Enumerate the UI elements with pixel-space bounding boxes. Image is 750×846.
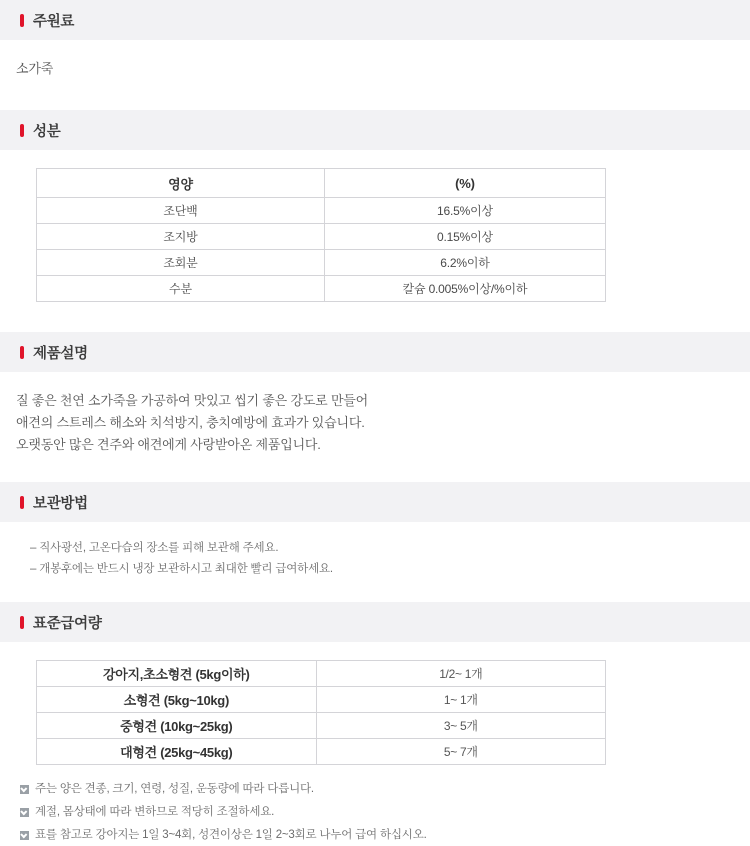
cell-dog-size: 강아지,초소형견 (5kg이하) <box>37 661 317 687</box>
note-item <box>20 825 750 846</box>
check-square-icon <box>20 808 29 817</box>
check-square-icon <box>20 785 29 794</box>
feeding-notes <box>0 765 750 846</box>
description-line: 질 좋은 천연 소가죽을 가공하여 맛있고 씹기 좋은 강도로 만들어 <box>16 393 369 408</box>
note-text: 주는 양은 견종, 크기, 연령, 성질, 운동량에 따라 다릅니다. <box>35 783 314 795</box>
description-line: 오랫동안 많은 견주와 애견에게 사랑받아온 제품입니다. <box>16 437 321 452</box>
section-title: 성분 <box>33 123 61 140</box>
spacer <box>0 456 750 482</box>
feeding-table-wrap <box>0 642 750 765</box>
table-row <box>37 739 606 765</box>
section-header-storage <box>0 482 750 522</box>
ingredient-source-body <box>0 40 750 80</box>
storage-item: – 직사광선, 고온다습의 장소를 피해 보관해 주세요. <box>30 542 279 554</box>
cell-percent: 0.15%이상 <box>324 224 605 250</box>
section-header-composition <box>0 110 750 150</box>
bullet-icon <box>20 346 24 359</box>
table-header-row <box>37 169 606 198</box>
column-header-percent: (%) <box>324 169 605 198</box>
section-header-ingredient-source <box>0 0 750 40</box>
composition-table <box>36 168 606 302</box>
cell-percent: 칼슘 0.005%이상/%이하 <box>324 276 605 302</box>
cell-nutrient: 조지방 <box>37 224 325 250</box>
section-title: 보관방법 <box>33 495 88 512</box>
bullet-icon <box>20 124 24 137</box>
column-header-nutrient: 영양 <box>37 169 325 198</box>
cell-amount: 3~ 5개 <box>316 713 605 739</box>
section-header-feeding <box>0 602 750 642</box>
cell-dog-size: 중형견 (10kg~25kg) <box>37 713 317 739</box>
cell-amount: 1~ 1개 <box>316 687 605 713</box>
composition-table-wrap <box>0 150 750 302</box>
note-text: 표를 참고로 강아지는 1일 3~4회, 성견이상은 1일 2~3회로 나누어 급여 하십시오. <box>35 829 427 841</box>
cell-amount: 1/2~ 1개 <box>316 661 605 687</box>
bullet-icon <box>20 616 24 629</box>
cell-nutrient: 조회분 <box>37 250 325 276</box>
description-line: 애견의 스트레스 해소와 치석방지, 충치예방에 효과가 있습니다. <box>16 415 365 430</box>
table-row <box>37 687 606 713</box>
bullet-icon <box>20 496 24 509</box>
spacer <box>0 80 750 110</box>
section-header-product-description <box>0 332 750 372</box>
storage-item: – 개봉후에는 반드시 냉장 보관하시고 최대한 빨리 급여하세요. <box>30 563 333 575</box>
section-title: 주원료 <box>33 13 75 30</box>
cell-dog-size: 대형견 (25kg~45kg) <box>37 739 317 765</box>
spacer <box>0 580 750 602</box>
note-item <box>20 779 750 800</box>
note-text: 계절, 몸상태에 따라 변하므로 적당히 조절하세요. <box>35 806 275 818</box>
section-title: 표준급여량 <box>33 615 102 632</box>
feeding-table <box>36 660 606 765</box>
table-row <box>37 713 606 739</box>
storage-list <box>0 522 750 580</box>
table-row <box>37 250 606 276</box>
table-row <box>37 224 606 250</box>
table-row <box>37 661 606 687</box>
section-title: 제품설명 <box>33 345 88 362</box>
bullet-icon <box>20 14 24 27</box>
cell-dog-size: 소형견 (5kg~10kg) <box>37 687 317 713</box>
product-description-body <box>0 372 750 456</box>
cell-percent: 16.5%이상 <box>324 198 605 224</box>
spacer <box>0 302 750 332</box>
table-row <box>37 276 606 302</box>
cell-percent: 6.2%이하 <box>324 250 605 276</box>
check-square-icon <box>20 831 29 840</box>
ingredient-source-text: 소가죽 <box>16 61 54 76</box>
table-row <box>37 198 606 224</box>
cell-nutrient: 조단백 <box>37 198 325 224</box>
cell-amount: 5~ 7개 <box>316 739 605 765</box>
cell-nutrient: 수분 <box>37 276 325 302</box>
